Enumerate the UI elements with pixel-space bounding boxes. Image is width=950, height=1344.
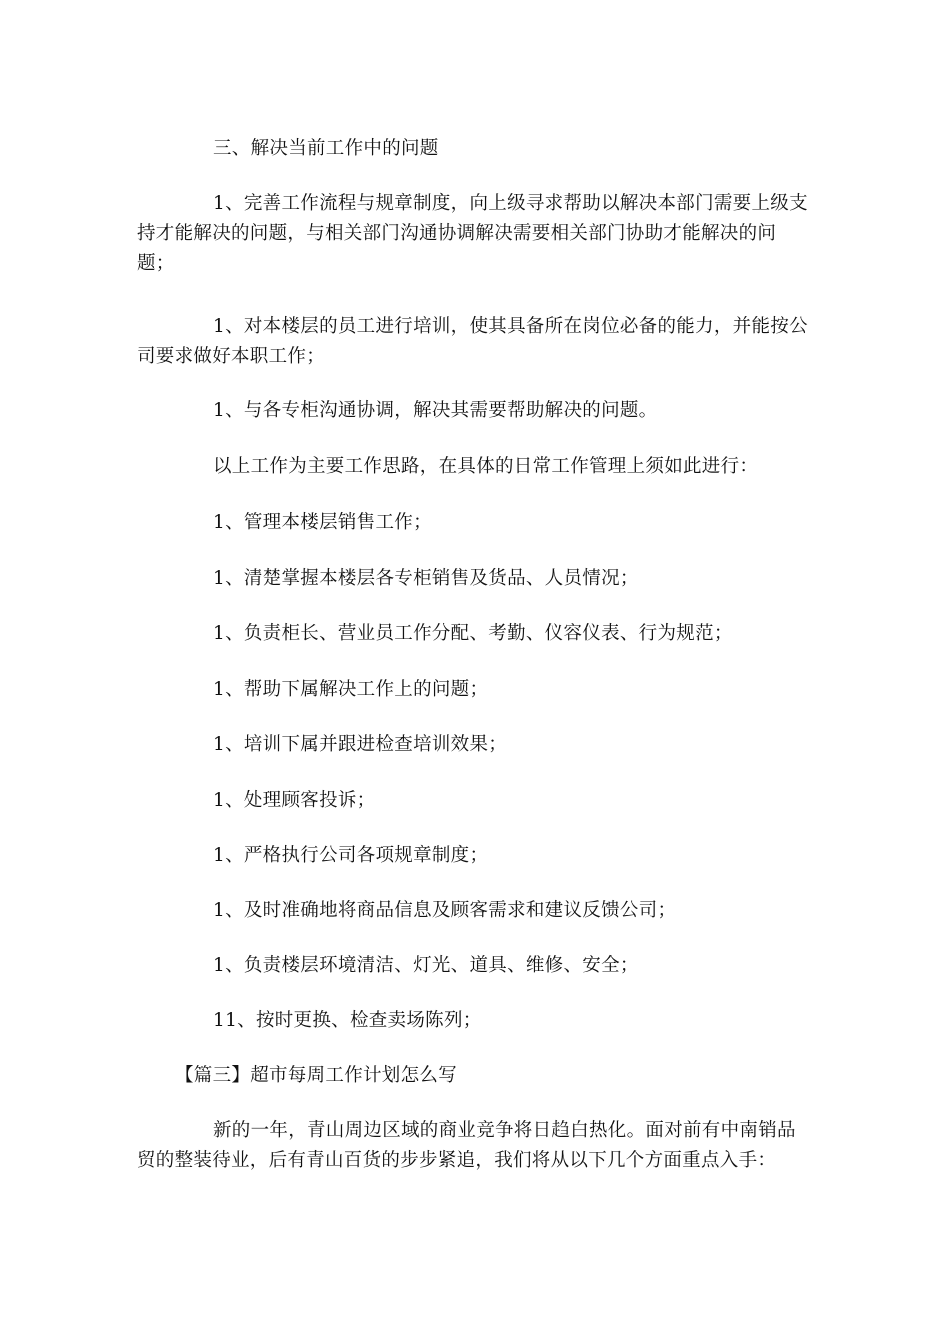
paragraph-process-improvement: 1、完善工作流程与规章制度，向上级寻求帮助以解决本部门需要上级支持才能解决的问题，与相关部门沟通协调解决需要相关部门协助才能解决的问题；	[137, 193, 808, 274]
paragraph-staff-training: 1、对本楼层的员工进行培训，使其具备所在岗位必备的能力，并能按公司要求做好本职工作；	[137, 316, 808, 367]
list-item: 1、严格执行公司各项规章制度；	[213, 845, 489, 866]
list-item: 1、清楚掌握本楼层各专柜销售及货品、人员情况；	[213, 568, 639, 589]
list-item: 1、帮助下属解决工作上的问题；	[213, 679, 489, 700]
paragraph-counter-coordination: 1、与各专柜沟通协调，解决其需要帮助解决的问题。	[213, 400, 658, 421]
paragraph-summary-intro: 以上工作为主要工作思路，在具体的日常工作管理上须如此进行：	[213, 456, 759, 477]
list-item: 1、及时准确地将商品信息及顾客需求和建议反馈公司；	[213, 900, 677, 921]
list-item: 1、管理本楼层销售工作；	[213, 512, 432, 533]
paragraph-part-three-intro: 新的一年，青山周边区域的商业竞争将日趋白热化。面对前有中南销品贸的整装待业，后有青山百货的步步紧追，我们将从以下几个方面重点入手：	[137, 1120, 796, 1171]
list-item: 1、培训下属并跟进检查培训效果；	[213, 734, 508, 755]
part-three-heading: 【篇三】超市每周工作计划怎么写	[175, 1065, 458, 1086]
list-item: 1、负责楼层环境清洁、灯光、道具、维修、安全；	[213, 955, 639, 976]
list-item: 11、按时更换、检查卖场陈列；	[213, 1010, 482, 1031]
list-item: 1、处理顾客投诉；	[213, 790, 376, 811]
section-title: 三、解决当前工作中的问题	[213, 138, 439, 159]
list-item: 1、负责柜长、营业员工作分配、考勤、仪容仪表、行为规范；	[213, 623, 733, 644]
